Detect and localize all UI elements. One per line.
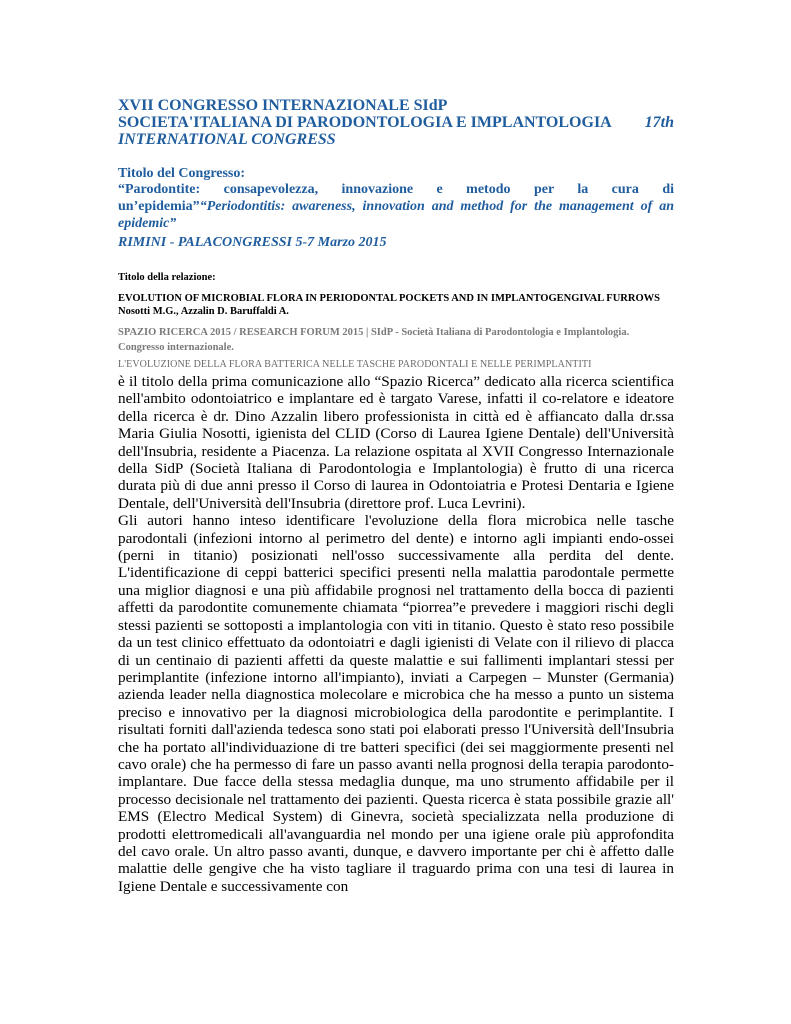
body-paragraph-1: è il titolo della prima comunicazione allo “Spazio Ricerca” dedicato alla ricerca scientifica nell'ambito odontoiatrico e implantare ed è targato Varese, infatti il co-relatore e ideatore della ricerca è dr. Dino Azzalin libero professionista in città ed è affiancato dalla dr.ssa Maria Giulia Nosotti, igienista del CLID (Corso di Laurea Igiene Dentale) dell'Università dell'Insubria, residente a Piacenza. La relazione ospitata al XVII Congresso Internazionale della SidP (Società Italiana di Parodontologia e Implantologia) è frutto di una ricerca durata più di due anni presso il Corso di laurea in Odontoiatria e Protesi Dentaria e Igiene Dentale, dell'Università dell'Insubria (direttore prof. Luca Levrini). [118, 373, 674, 512]
edition-label: 17th [644, 114, 674, 131]
congress-title-english: “Periodontitis: awareness, innovation and method for the management of an epidemic” [118, 199, 674, 231]
congress-title-italian: “Parodontite: consapevolezza, innovazione e metodo per la cura di un’epidemia” [118, 182, 674, 214]
congress-header-line3: INTERNATIONAL CONGRESS [118, 131, 336, 148]
congress-title-label: Titolo del Congresso: [118, 166, 246, 181]
report-title: EVOLUTION OF MICROBIAL FLORA IN PERIODONTAL POCKETS AND IN IMPLANTOGENGIVAL FURROWS Nosotti M.G., Azzalin D. Baruffaldi A. [118, 293, 660, 317]
report-title-label: Titolo della relazione: [118, 272, 216, 283]
congress-header-line1: XVII CONGRESSO INTERNAZIONALE SIdP [118, 97, 448, 114]
congress-title [118, 181, 674, 232]
congress-venue: RIMINI - PALACONGRESSI 5-7 Marzo 2015 [118, 235, 387, 250]
society-name: SOCIETA'ITALIANA DI PARODONTOLOGIA E IMPLANTOLOGIA [118, 114, 612, 131]
research-forum-line: SPAZIO RICERCA 2015 / RESEARCH FORUM 2015 | SIdP - Società Italiana di Parodontologia e Implantologia. Congresso internazionale. [118, 327, 630, 353]
article-body [118, 373, 674, 895]
article-heading: L'EVOLUZIONE DELLA FLORA BATTERICA NELLE TASCHE PARODONTALI E NELLE PERIMPLANTITI [118, 359, 592, 370]
body-paragraph-2: Gli autori hanno inteso identificare l'evoluzione della flora microbica nelle tasche parodontali (infezioni intorno al perimetro del dente) e intorno agli impianti endo-ossei (perni in titanio) posizionati nell'osso successivamente alla perdita del dente. L'identificazione di ceppi batterici specifici presenti nella malattia parodontale permette una miglior diagnosi e una più affidabile prognosi nel trattamento della bocca di pazienti affetti da parodontite comunemente chiamata “piorrea”e prevedere i maggiori rischi degli stessi pazienti se sottoposti a implantologia con viti in titanio. Questo è stato reso possibile da un test clinico effettuato da odontoiatri e dagli igienisti di Velate con il rilievo di placca di un centinaio di pazienti affetti da queste malattie e sui fallimenti implantari stessi per perimplantite (infezione intorno all'impianto), inviati a Carpegen – Munster (Germania) azienda leader nella diagnostica molecolare e microbica che ha messo a punto un sistema preciso e innovativo per la diagnosi microbiologica della parodontite e perimplantite. I risultati forniti dall'azienda tedesca sono stati poi elaborati presso l'Università dell'Insubria che ha portato all'individuazione di tre batteri specifici (dei sei maggiormente presenti nel cavo orale) che ha permesso di fare un passo avanti nella prognosi della terapia parodonto-implantare. Due facce della stessa medaglia dunque, ma uno strumento affidabile per il processo decisionale nel trattamento dei pazienti. Questa ricerca è stata possibile grazie all' EMS (Electro Medical System) di Ginevra, società specializzata nella produzione di prodotti elettromedicali all'avanguardia nel mondo per una igiene orale più approfondita del cavo orale. Un altro passo avanti, dunque, e davvero importante per chi è affetto dalle malattie delle gengive che ha visto tagliare il traguardo prima con una tesi di laurea in Igiene Dentale e successivamente con [118, 512, 674, 895]
